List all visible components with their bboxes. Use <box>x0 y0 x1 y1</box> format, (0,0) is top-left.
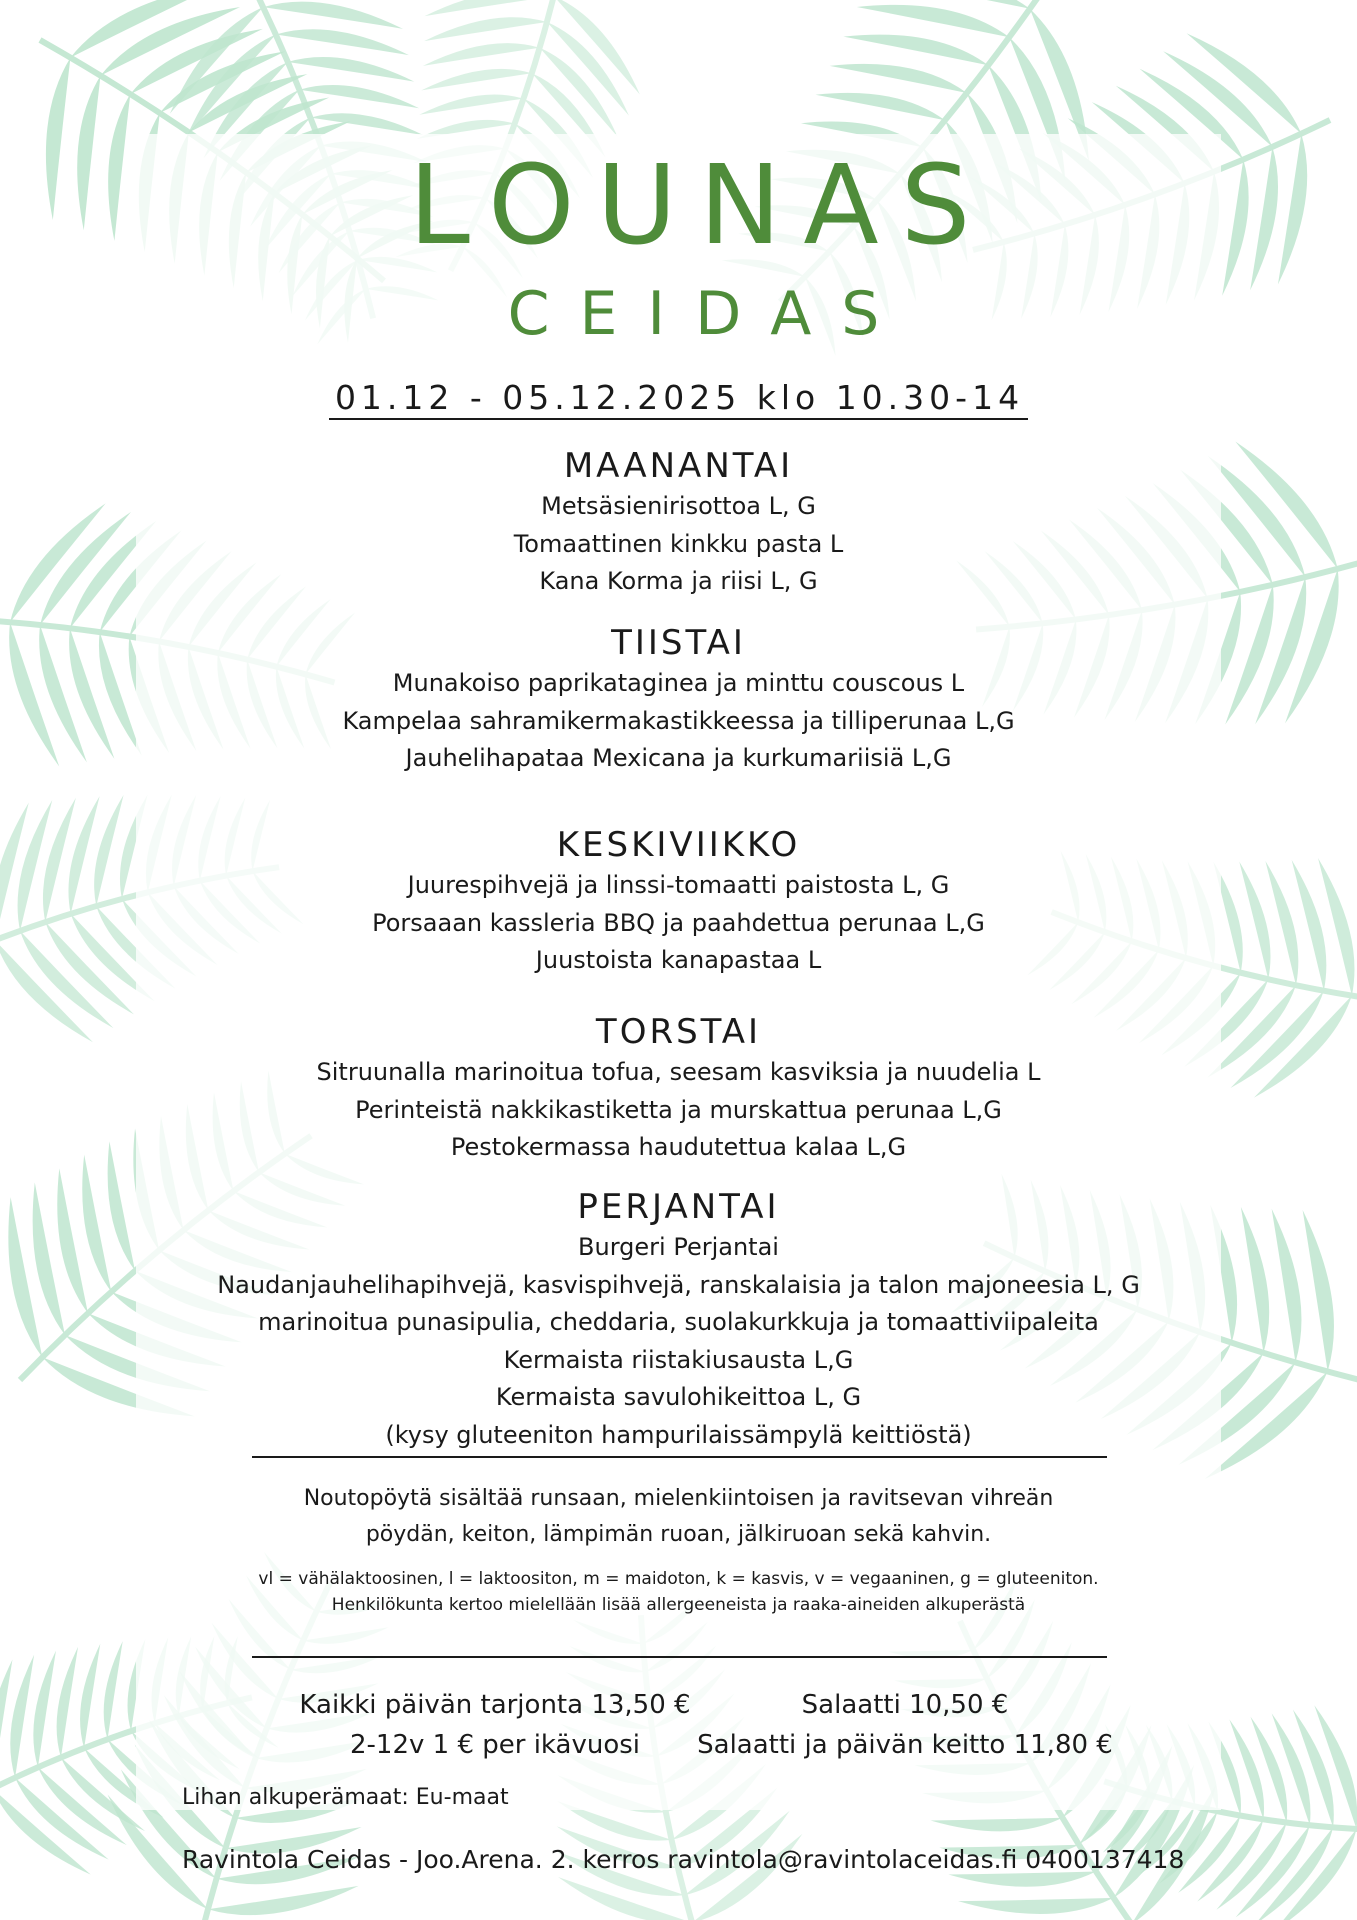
allergen-line: Henkilökunta kertoo mielellään lisää allergeeneista ja raaka-aineiden alkuperästä <box>331 1595 1026 1615</box>
day-heading: TIISTAI <box>611 623 746 663</box>
footer-contact: Ravintola Ceidas - Joo.Arena. 2. kerros ravintola@ravintolaceidas.fi 0400137418 <box>182 1845 1185 1874</box>
divider <box>252 1456 1107 1458</box>
price-line: Kaikki päivän tarjonta 13,50 € <box>299 1690 691 1720</box>
restaurant-name: CEIDAS <box>507 279 910 349</box>
menu-item: (kysy gluteeniton hampurilaissämpylä keittiöstä) <box>385 1420 972 1449</box>
menu-item: Kampelaa sahramikermakastikkeessa ja tilliperunaa L,G <box>342 706 1015 735</box>
menu-item: Juustoista kanapastaa L <box>535 946 822 974</box>
meat-origin: Lihan alkuperämaat: Eu-maat <box>182 1785 509 1810</box>
day-friday <box>0 1185 1357 1454</box>
date-range-text: 01.12 - 05.12.2025 klo 10.30-14 <box>329 380 1028 420</box>
menu-item: Jauhelihapataa Mexicana ja kurkumariisiä L,G <box>405 744 952 772</box>
day-heading: PERJANTAI <box>577 1187 780 1227</box>
day-heading: MAANANTAI <box>563 446 794 486</box>
menu-item: Burgeri Perjantai <box>578 1233 779 1261</box>
price-line: 2-12v 1 € per ikävuosi <box>349 1730 641 1760</box>
menu-item: Tomaattinen kinkku pasta L <box>513 529 844 558</box>
menu-item: Perinteistä nakkikastiketta ja murskattua perunaa L,G <box>355 1095 1002 1124</box>
menu-item: Munakoiso paprikataginea ja minttu couscous L <box>392 669 965 697</box>
info-line: pöydän, keiton, lämpimän ruoan, jälkiruoan sekä kahvin. <box>365 1522 992 1547</box>
page-title: LOUNAS <box>408 141 993 269</box>
info-line: Noutopöytä sisältää runsaan, mielenkiintoisen ja ravitsevan vihreän <box>303 1486 1054 1511</box>
menu-item: Kermaista savulohikeittoa L, G <box>495 1383 862 1411</box>
menu-item: Juurespihvejä ja linssi-tomaatti paistosta L, G <box>407 871 950 899</box>
menu-item: marinoitua punasipulia, cheddaria, suolakurkkuja ja tomaattiviipaleita <box>258 1308 1099 1336</box>
menu-item: Porsaaan kassleria BBQ ja paahdettua perunaa L,G <box>372 908 985 937</box>
date-range <box>0 380 1357 420</box>
menu-item: Pestokermassa haudutettua kalaa L,G <box>450 1133 907 1161</box>
divider <box>252 1656 1107 1658</box>
price-line: Salaatti ja päivän keitto 11,80 € <box>697 1730 1113 1760</box>
day-heading: KESKIVIIKKO <box>556 825 801 865</box>
allergen-line: vl = vähälaktoosinen, l = laktoositon, m = maidoton, k = kasvis, v = vegaaninen, g = gluteeniton. <box>258 1569 1099 1589</box>
menu-item: Naudanjauhelihapihvejä, kasvispihvejä, ranskalaisia ja talon majoneesia L, G <box>217 1270 1140 1299</box>
allergen-legend <box>0 1566 1357 1618</box>
menu-item: Kana Korma ja riisi L, G <box>539 567 818 595</box>
price-line: Salaatti 10,50 € <box>801 1690 1009 1720</box>
day-monday <box>0 444 1357 601</box>
day-tuesday <box>0 621 1357 778</box>
menu-item: Sitruunalla marinoitua tofua, seesam kasviksia ja nuudelia L <box>316 1058 1041 1086</box>
day-heading: TORSTAI <box>595 1012 762 1052</box>
price-block-right <box>680 1685 1130 1765</box>
day-wednesday <box>0 823 1357 980</box>
buffet-info <box>0 1481 1357 1553</box>
menu-item: Metsäsienirisottoa L, G <box>541 492 816 520</box>
day-thursday <box>0 1010 1357 1167</box>
price-block-left <box>250 1685 740 1765</box>
menu-item: Kermaista riistakiusausta L,G <box>503 1345 854 1374</box>
